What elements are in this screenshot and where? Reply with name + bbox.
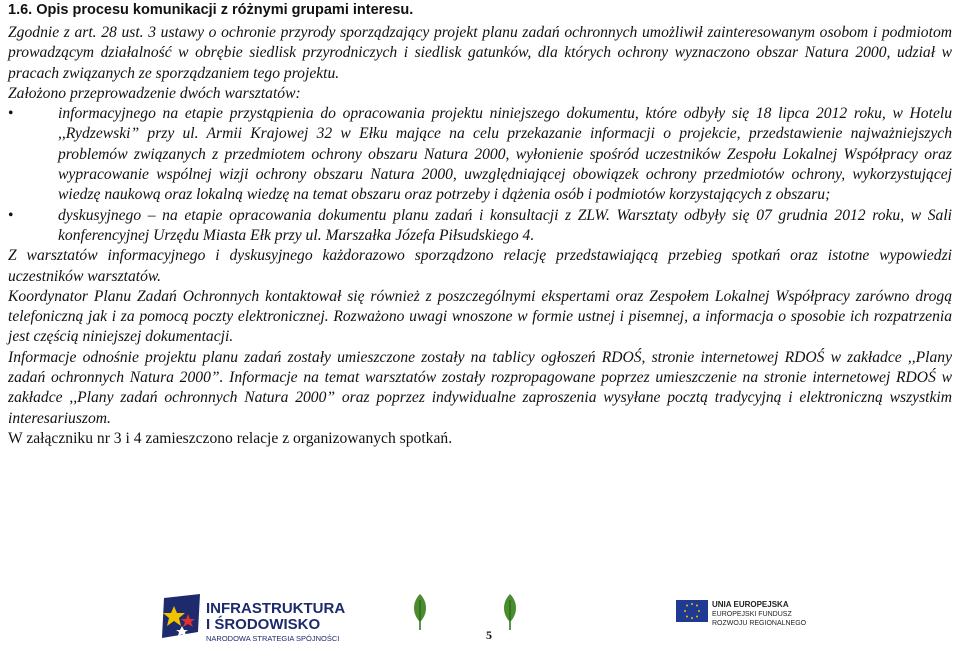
eu-flag-icon [676,600,708,622]
bullet-icon: • [8,105,14,123]
eco-leaf-logo-2 [500,592,534,636]
eu-subtitle-line-2: ROZWOJU REGIONALNEGO [712,620,807,627]
section-heading: 1.6. Opis procesu komunikacji z różnymi grupami interesu. [8,2,414,18]
paragraph-workshops-intro: Założono przeprowadzenie dwóch warsztatów: [8,84,301,102]
document-body [8,23,952,449]
star-flag-icon [160,592,204,644]
paragraph-coordinator: Koordynator Planu Zadań Ochronnych kontaktował się również z poszczególnymi ekspertami oraz Zespołem Lokalnej Współpracy zarówno drogą telefoniczną jak i za pomocą poczty elektronicznej. Rozważono uwagi wnoszone w formie ustnej i pisemnej, a informacja o sposobie ich rozpatrzenia jest częścią niniejszej dokumentacji. [8,287,952,346]
leaf-icon [500,592,520,632]
list-item-workshop-informational [8,104,952,205]
ifs-title-line-2: I ŚRODOWISKO [206,616,321,633]
paragraph-information: Informacje odnośnie projektu planu zadań zostały umieszczone zostały na tablicy ogłoszeń RDOŚ, stronie internetowej RDOŚ w zakładce ,,Plany zadań ochronnych Natura 2000”. Informacje na temat warsztatów zostały rozpropagowane poprzez umieszczenie na stronie internetowej RDOŚ w zakładce ,,Plany zadań ochronnych Natura 2000” oraz poprzez indywidualne zaproszenia wysyłane pocztą tradycyjną i elektroniczną wszystkim interesariuszom. [8,348,952,427]
eu-subtitle-line-1: EUROPEJSKI FUNDUSZ [712,611,792,618]
list-item-text: dyskusyjnego – na etapie opracowania dokumentu planu zadań i konsultacji z ZLW. Warsztaty odbyły się 07 grudnia 2012 roku, w Sali konferencyjnej Urzędu Miasta Ełk przy ul. Marszałka Józefa Piłsudskiego 4. [58,206,952,244]
ifs-title-line-1: INFRASTRUKTURA [206,600,346,617]
paragraph-legal-basis: Zgodnie z art. 28 ust. 3 ustawy o ochronie przyrody sporządzający projekt planu zadań ochronnych umożliwił zainteresowanym osobom i podmiotom prowadzącym działalność w obrębie siedlisk przyrodniczych i siedlisk gatunków, dla których ochrony wyznaczono obszar Natura 2000, udział w pracach związanych ze sporządzaniem tego projektu. [8,24,952,82]
bullet-icon: • [8,206,14,224]
document-page [8,0,952,449]
eu-subtitle [712,610,806,628]
page-number: 5 [486,628,492,642]
paragraph-reports: Z warsztatów informacyjnego i dyskusyjnego każdorazowo sporządzono relację przedstawiającą przebieg spotkań oraz istotne wypowiedzi uczestników warsztatów. [8,247,952,285]
leaf-icon [410,592,430,632]
list-item-workshop-discussion [8,206,952,247]
ifs-subtitle: NARODOWA STRATEGIA SPÓJNOŚCI [206,634,340,643]
eu-fund-logo [676,600,806,640]
paragraph-attachments: W załączniku nr 3 i 4 zamieszczono relacje z organizowanych spotkań. [8,429,453,447]
ifs-title [206,601,345,633]
list-item-text: informacyjnego na etapie przystąpienia do opracowania projektu niniejszego dokumentu, które odbyły się 18 lipca 2012 roku, w Hotelu ,,Rydzewski” przy ul. Armii Krajowej 32 w Ełku mające na celu przekazanie informacji o projekcie, przedstawienie najważniejszych problemów związanych z przedmiotem ochrony obszaru Natura 2000, wyłonienie spośród uczestników Zespołu Lokalnej Współpracy oraz wypracowanie wspólnej wizji ochrony obszaru Natura 2000, uwzględniającej obowiązek ochrony przedmiotów ochrony, wykorzystującej wiedzę naukową oraz lokalną wiedzę na temat obszaru oraz potrzeby i dążenia osób i podmiotów korzystających z obszaru; [58,105,952,204]
eu-title: UNIA EUROPEJSKA [712,600,789,609]
infrastruktura-srodowisko-logo [160,592,350,644]
eco-leaf-logo-1 [410,592,444,636]
footer-logos [0,586,960,644]
